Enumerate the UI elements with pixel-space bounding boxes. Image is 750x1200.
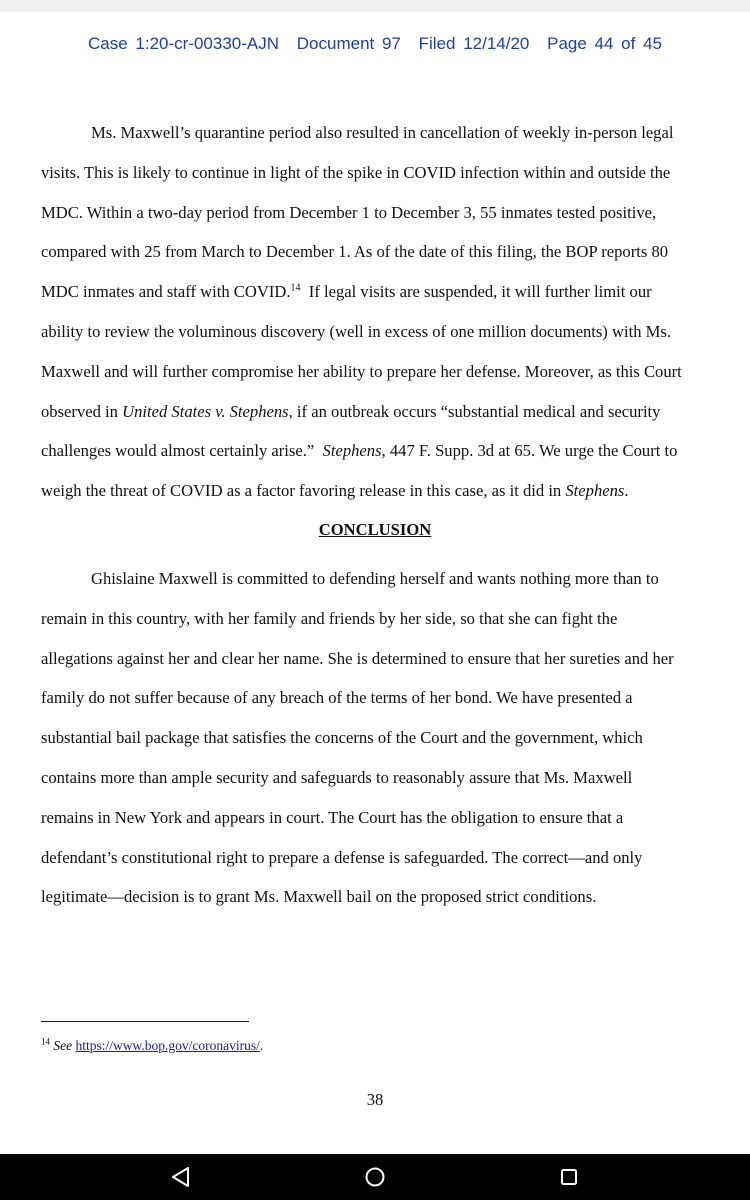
text-line: compared with 25 from March to December 1. As of the date of this filing, the BOP reports 80: [41, 242, 669, 262]
text-line: legitimate—decision is to grant Ms. Maxwell bail on the proposed strict conditions.: [41, 887, 597, 907]
text-line: [41, 431, 716, 471]
text-line: [41, 471, 716, 511]
home-button[interactable]: [363, 1165, 387, 1189]
footnote-divider: [41, 1021, 249, 1022]
footnote-number: 14: [41, 1036, 50, 1047]
text-line: [41, 272, 716, 312]
conclusion-heading: CONCLUSION: [318, 520, 432, 539]
case-citation: Stephens: [565, 481, 625, 501]
footnote-period: .: [259, 1038, 264, 1053]
text-segment: challenges would almost certainly arise.”: [41, 441, 323, 461]
text-line: visits. This is likely to continue in light of the spike in COVID infection within and outside the: [41, 162, 671, 182]
recent-apps-button[interactable]: [557, 1165, 581, 1189]
text-line: contains more than ample security and safeguards to reasonably assure that Ms. Maxwell: [41, 767, 633, 787]
back-button[interactable]: [169, 1165, 193, 1189]
recent-square-icon: [557, 1165, 581, 1189]
text-line: MDC. Within a two-day period from December 1 to December 3, 55 inmates tested positive,: [41, 202, 657, 222]
page-number: 38: [366, 1090, 384, 1109]
text-line: remain in this country, with her family and friends by her side, so that she can fight the: [41, 608, 618, 628]
text-segment: , if an outbreak occurs “substantial medical and security: [288, 401, 661, 421]
document-number: Document 97: [296, 34, 401, 53]
text-segment: weigh the threat of COVID as a factor favoring release in this case, as it did in: [41, 481, 566, 501]
case-citation: United States v. Stephens: [122, 401, 289, 421]
filed-date: Filed 12/14/20: [418, 34, 530, 53]
back-triangle-icon: [169, 1165, 193, 1189]
text-line: defendant’s constitutional right to prepare a defense is safeguarded. The correct—and only: [41, 847, 643, 867]
page-of: Page 44 of 45: [547, 34, 662, 53]
text-line: Ms. Maxwell’s quarantine period also resulted in cancellation of weekly in-person legal: [91, 123, 674, 142]
text-line: Ghislaine Maxwell is committed to defending herself and wants nothing more than to: [91, 569, 659, 588]
text-segment: , 447 F. Supp. 3d at 65. We urge the Court to: [381, 441, 678, 461]
paragraph-quarantine: [41, 113, 716, 511]
home-circle-icon: [363, 1165, 387, 1189]
case-number: Case 1:20-cr-00330-AJN: [88, 34, 280, 53]
paragraph-conclusion: [41, 559, 716, 917]
text-line: substantial bail package that satisfies the concerns of the Court and the government, which: [41, 728, 643, 748]
text-line: Maxwell and will further compromise her ability to prepare her defense. Moreover, as this Court: [41, 361, 682, 381]
text-line: allegations against her and clear her name. She is determined to ensure that her sureties and her: [41, 648, 674, 668]
footnote-see: See: [53, 1038, 73, 1053]
text-segment: If legal visits are suspended, it will further limit our: [300, 282, 652, 302]
footnote-link[interactable]: https://www.bop.gov/coronavirus/: [75, 1038, 260, 1053]
footnote: [41, 1038, 263, 1054]
android-nav-bar: [0, 1154, 750, 1200]
footnote-ref: 14: [290, 282, 301, 294]
text-line: [41, 392, 716, 432]
case-header: [0, 34, 750, 54]
text-segment: observed in: [41, 401, 123, 421]
text-line: family do not suffer because of any breach of the terms of her bond. We have presented a: [41, 688, 633, 708]
text-line: ability to review the voluminous discovery (well in excess of one million documents) with Ms.: [41, 321, 671, 341]
text-segment: MDC inmates and staff with COVID.: [41, 282, 291, 302]
case-citation: Stephens: [322, 441, 382, 461]
text-segment: .: [624, 481, 629, 501]
document-page: [0, 12, 750, 1154]
text-line: remains in New York and appears in court. The Court has the obligation to ensure that a: [41, 807, 624, 827]
